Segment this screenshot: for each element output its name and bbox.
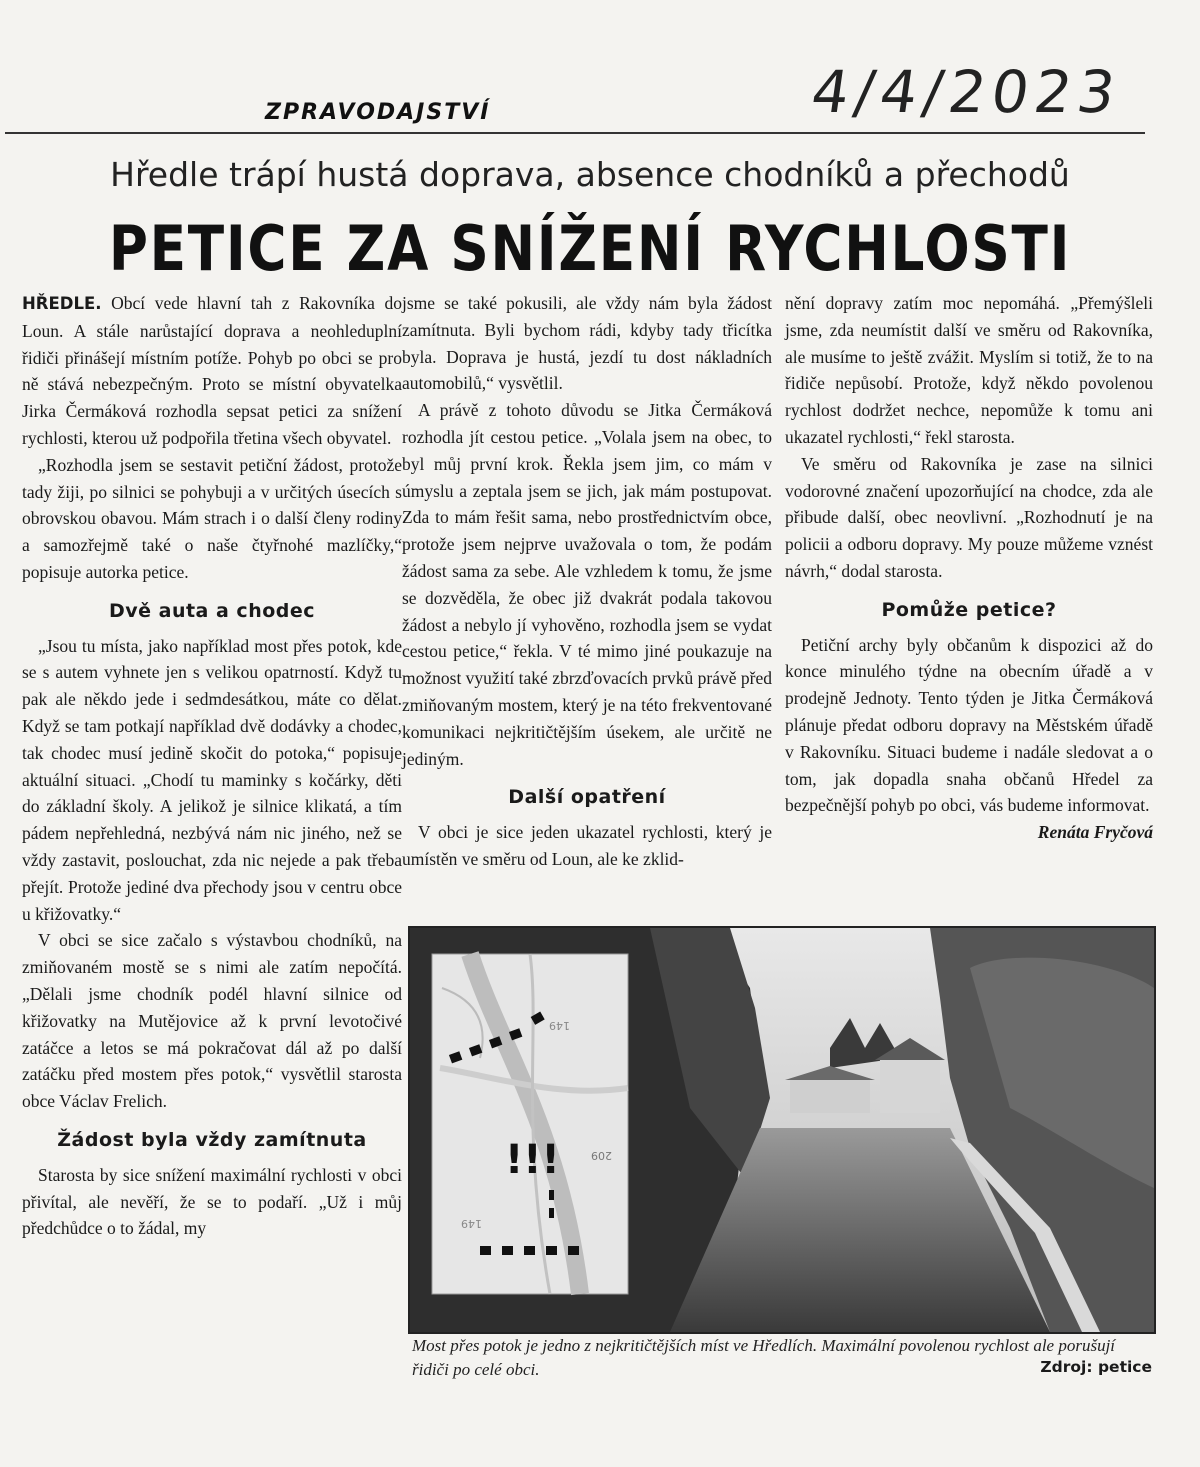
- map-inset: [432, 954, 628, 1294]
- author-byline: Renáta Fryčová: [1037, 822, 1153, 843]
- house-low: [790, 1078, 870, 1113]
- paragraph: jsme se také pokusili, ale vždy nám byla žádost zamítnuta. Byli bychom rádi, kdyby tady třicítka byla. Doprava je hustá, jezdí tu dost nákladních automobilů,“ vysvětlil.: [402, 293, 772, 394]
- article-photo: [408, 926, 1156, 1334]
- dateline: HŘEDLE.: [22, 294, 102, 313]
- article-subtitle: Hředle trápí hustá doprava, absence chodníků a přechodů: [110, 155, 1070, 194]
- map-road-label-top: 149: [549, 1019, 570, 1032]
- caption-text: Most přes potok je jedno z nejkritičtějších míst ve Hředlích. Maximální povolenou rychlost ale porušují řidiči po celé obci.: [412, 1336, 1116, 1379]
- article-column-1: [22, 290, 402, 1242]
- paragraph-text: Obcí vede hlavní tah z Rakovníka do Loun. A stále narůstající doprava a neohleduplní řidiči přinášejí místním potíže. Pohyb po obci se pro ně stává nebezpečným. Proto se místní obyvatelka Jirka Čermáková rozhodla sepsat petici za snížení rychlosti, kterou už podpořila třetina všech obyvatel.: [22, 293, 403, 448]
- paragraph: V obci se sice začalo s výstavbou chodníků, na zmiňovaném mostě se s nimi ale zatím nepočítá. „Dělali jsme chodník podél hlavní silnice od křižovatky na Mutějovice až k první levotočivé zatáčce a letos se má pokračovat dál až po další zatáčku před mostem přes potok,“ vysvětlil starosta obce Václav Frelich.: [22, 930, 402, 1112]
- handwritten-date: 4/4/2023: [807, 58, 1126, 126]
- paragraph: Petiční archy byly občanům k dispozici až do konce minulého týdne na obecním úřadě a v prodejně Jednoty. Tento týden je Jitka Čermáková plánuje předat odboru dopravy na Městském úřadě v Rakovníku. Situaci budeme i nadále sledovat a o tom, jak dopadla snaha občanů Hředel za bezpečnější pohyb po obci, vás budeme informovat.: [785, 634, 1153, 816]
- paragraph: A právě z tohoto důvodu se Jitka Čermáková rozhodla jít cestou petice. „Volala jsem na obec, to byl můj první krok. Řekla jsem jim, co mám v úmyslu a zeptala jsem se jich, jak mám postupovat. Zda to mám řešit sama, nebo prostřednictvím obce, protože jsem nejprve uvažovala o tom, že podám žádost sama za sebe. Ale vzhledem k tomu, že jsme se dozvěděla, že obec již dvakrát podala takovou žádost a nebylo jí vyhověno, rozhodla jsem se vydat cestou petice,“ řekla. V té mimo jiné poukazuje na možnost využití také zbrzďovacích prvků právě před zmiňovaným mostem, který je na této frekventované komunikaci nejkritičtějším úsekem, ale určitě ne jediným.: [402, 400, 772, 769]
- subheading: Žádost byla vždy zamítnuta: [57, 1128, 367, 1151]
- house: [880, 1058, 940, 1113]
- paragraph: [22, 290, 402, 452]
- paragraph: V obci je sice jeden ukazatel rychlosti, který je umístěn ve směru od Loun, ale ke zklid-: [402, 822, 772, 869]
- header-rule: [5, 132, 1145, 134]
- paragraph: Ve směru od Rakovníka je zase na silnici vodorovné značení upozorňující na chodce, zda ale přibude další, obec neovlivní. „Rozhodnutí je na policii a odboru dopravy. My pouze můžeme vznést návrh,“ dodal starosta.: [785, 453, 1153, 581]
- section-label: ZPRAVODAJSTVÍ: [265, 100, 491, 125]
- subheading: Další opatření: [508, 786, 666, 809]
- subheading: Pomůže petice?: [881, 598, 1057, 621]
- paragraph: nění dopravy zatím moc nepomáhá. „Přemýšleli jsme, zda neumístit další ve směru od Rakovníka, ale musíme to ještě zvážit. Myslím si totiž, že to na řidiče nepůsobí. Protože, když někdo povolenou rychlost dodržet nechce, nepomůže k tomu ani ukazatel rychlosti,“ řekl starosta.: [785, 293, 1153, 447]
- subheading: Dvě auta a chodec: [108, 599, 316, 622]
- paragraph: „Rozhodla jsem se sestavit petiční žádost, protože tady žiji, po silnici se pohybuji a v určitých úsecích s obrovskou obavou. Mám strach i o další členy rodiny a samozřejmě také o naše čtyřnohé mazlíčky,“ popisuje autorka petice.: [22, 454, 402, 582]
- paragraph: Starosta by sice snížení maximální rychlosti v obci přivítal, ale nevěří, že se to podaří. „Už i můj předchůdce o to žádal, my: [22, 1164, 402, 1239]
- map-road-label-bottom: 149: [461, 1217, 482, 1230]
- article-headline: PETICE ZA SNÍŽENÍ RYCHLOSTI: [108, 212, 1072, 285]
- photo-source: Zdroj: petice: [1040, 1358, 1152, 1376]
- paragraph: „Jsou tu místa, jako například most přes potok, kde se s autem vyhnete jen s velikou opatrností. Když tu pak ale někdo jede i sedmdesátkou, máte co dělat. Když se tam potkají například dvě dodávky a chodec, tak chodec musí jedině skočit do potoka,“ popisuje aktuální situaci. „Chodí tu maminky s kočárky, děti do základní školy. A jelikož je silnice klikatá, a tím pádem nepřehledná, nezbývá nám nic jiného, než se vždy zastavit, poslouchat, zda nic nejede a pak třeba přejít. Protože jediné dva přechody jsou v centru obce u křižovatky.“: [22, 635, 402, 924]
- article-column-2: [402, 290, 772, 873]
- map-warning-marks: !!!: [505, 1137, 560, 1183]
- road-photo-illustration: [410, 928, 1154, 1332]
- article-column-3: [785, 290, 1153, 846]
- map-road-label-mid: 209: [591, 1149, 612, 1162]
